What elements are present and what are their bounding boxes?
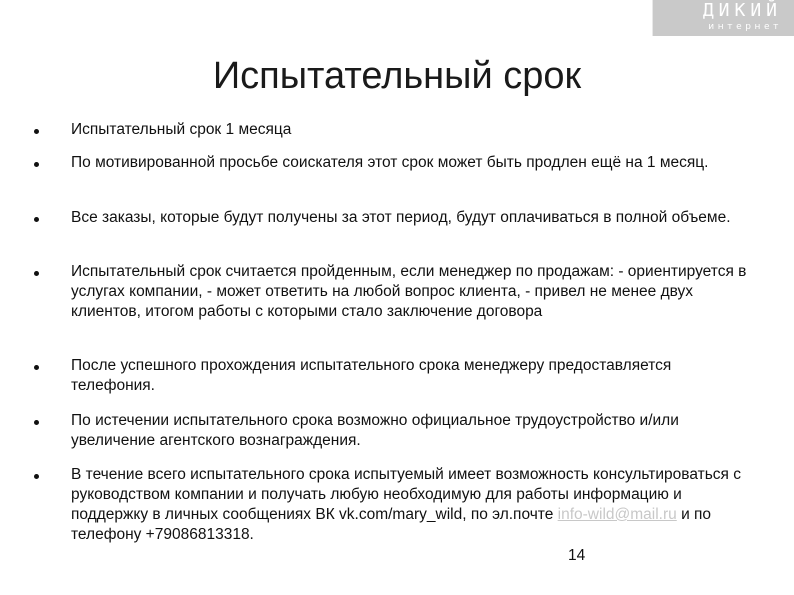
bullet-dot bbox=[34, 129, 39, 134]
email-link[interactable]: info-wild@mail.ru bbox=[557, 506, 677, 523]
bullet-dot bbox=[34, 217, 39, 222]
contacts-text-after: и по телефону +79086813318. bbox=[71, 506, 712, 543]
bullet-text: По истечении испытательного срока возможно официальное трудоустройство и/или увеличение агентского вознаграждения. bbox=[71, 412, 679, 449]
bullet-dot bbox=[34, 474, 39, 479]
slide-title: Испытательный срок bbox=[212, 55, 582, 97]
bullet-dot bbox=[34, 365, 39, 370]
bullet-text: Испытательный срок считается пройденным, если менеджер по продажам: - ориентируется в услугах компании, - может ответить на любой вопрос клиента, - привел не менее двух клиентов, итогом работы с которыми стало заключение договора bbox=[71, 263, 747, 320]
bullet-dot bbox=[34, 271, 39, 276]
logo-sub-text: интернет bbox=[708, 22, 782, 32]
contacts-text-before: В течение всего испытательного срока испытуемый имеет возможность консультироваться с руководством компании и получать любую необходимую для работы информацию и поддержку в личных сообщениях ВК vk.com/mary_wild, по эл.почте bbox=[71, 466, 741, 523]
bullet-text: После успешного прохождения испытательного срока менеджеру предоставляется телефония. bbox=[71, 357, 672, 394]
bullet-text: Испытательный срок 1 месяца bbox=[71, 121, 292, 138]
bullet-text bbox=[71, 465, 755, 545]
bullet-text: Все заказы, которые будут получены за этот период, будут оплачиваться в полной объеме. bbox=[71, 209, 731, 226]
page-number: 14 bbox=[568, 547, 586, 564]
logo-main-text: ДИКИЙ bbox=[702, 0, 782, 21]
bullet-dot bbox=[34, 162, 39, 167]
brand-logo bbox=[652, 0, 794, 36]
bullet-text: По мотивированной просьбе соискателя этот срок может быть продлен ещё на 1 месяц. bbox=[71, 154, 709, 171]
bullet-dot bbox=[34, 420, 39, 425]
